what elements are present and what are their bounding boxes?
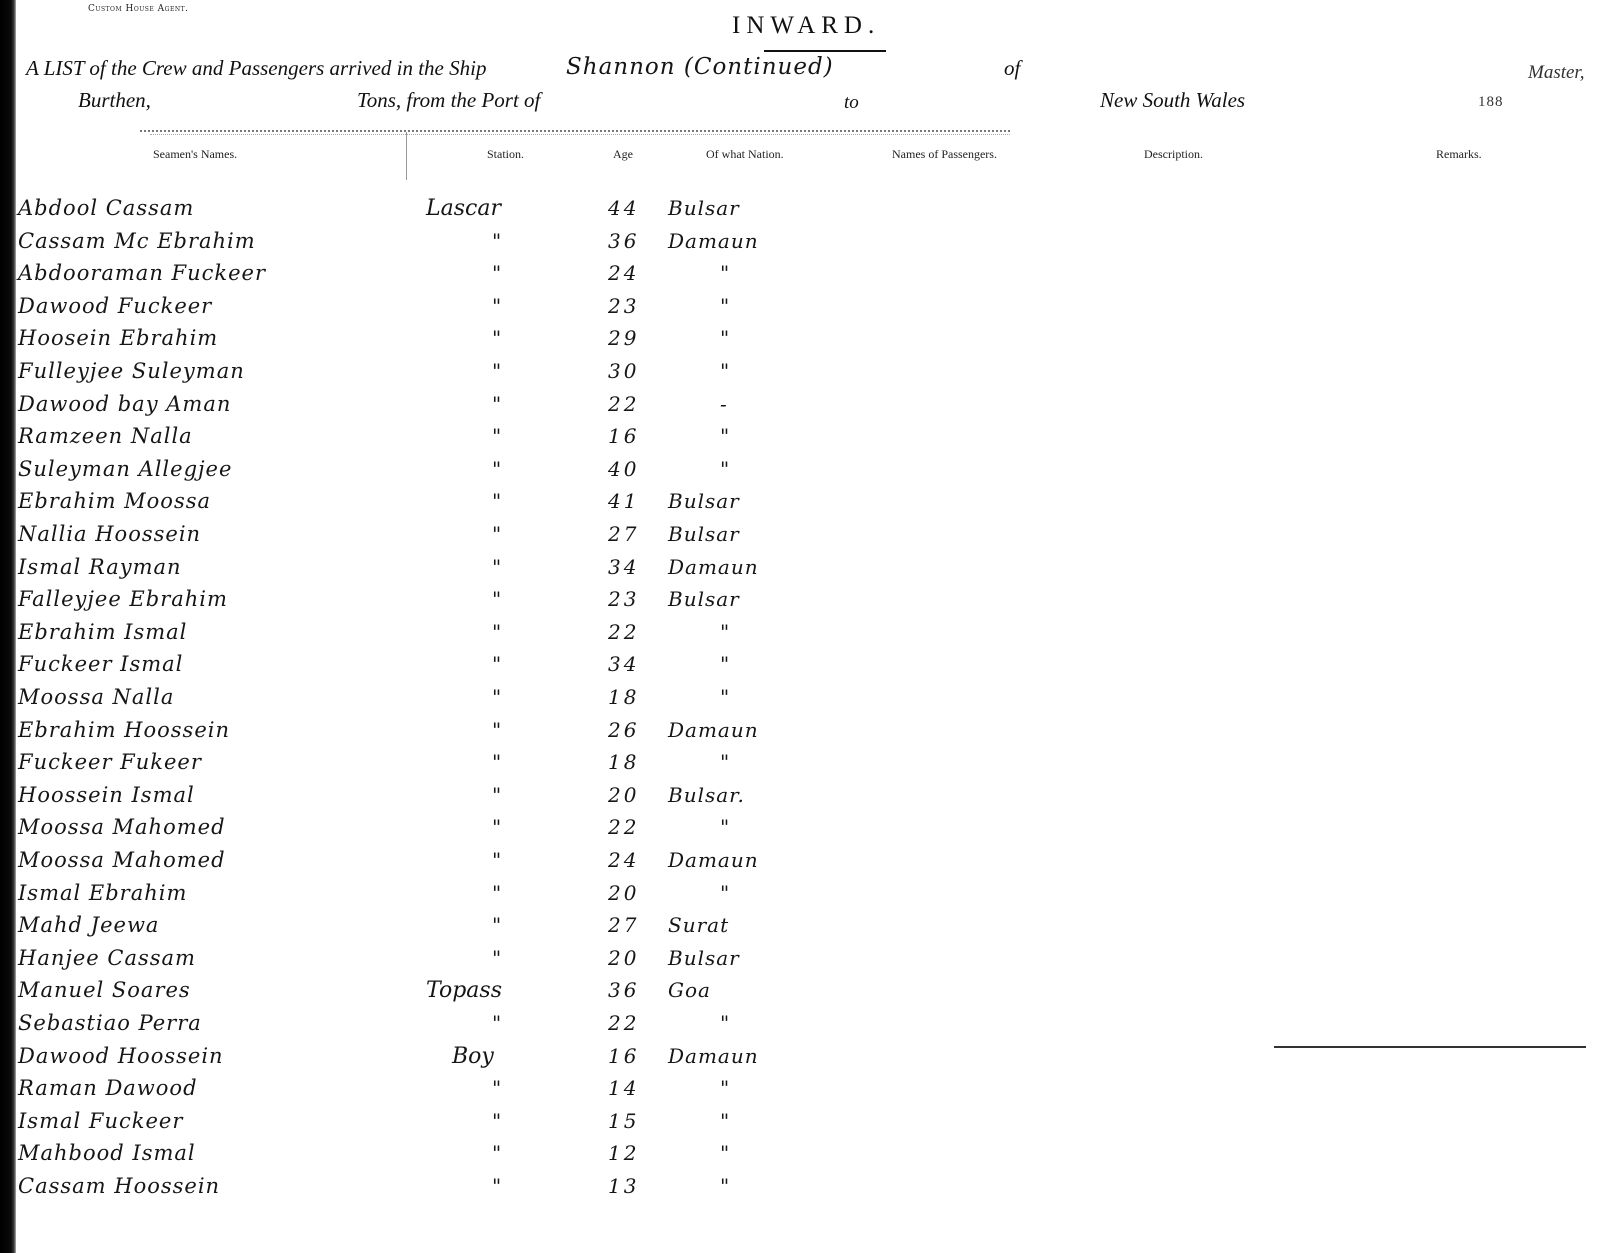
- master-label: Master,: [1528, 62, 1585, 83]
- seaman-age: 13: [608, 1174, 640, 1198]
- table-row: [0, 457, 1604, 489]
- seaman-station: ": [492, 489, 502, 514]
- seaman-nation: -: [720, 391, 728, 416]
- ship-name: Shannon (Continued): [566, 54, 834, 80]
- table-row: [0, 1076, 1604, 1108]
- table-row: [0, 620, 1604, 652]
- seaman-station: ": [492, 587, 502, 612]
- seaman-age: 12: [608, 1141, 640, 1166]
- seaman-name: Moossa Mahomed: [18, 848, 226, 872]
- seaman-station: ": [492, 685, 502, 709]
- table-row: [0, 652, 1604, 684]
- seaman-age: 22: [608, 815, 640, 840]
- seaman-station: ": [492, 717, 502, 742]
- seaman-age: 44: [608, 196, 640, 220]
- seaman-name: Nallia Hoossein: [18, 522, 202, 546]
- seaman-age: 20: [608, 880, 640, 905]
- seaman-station: ": [492, 750, 502, 775]
- seaman-age: 20: [608, 945, 640, 970]
- col-remarks: Remarks.: [1436, 147, 1482, 161]
- seaman-nation: Bulsar: [668, 522, 740, 546]
- seaman-nation: Damaun: [668, 717, 759, 742]
- seaman-age: 16: [608, 424, 640, 449]
- seaman-nation: ": [720, 1141, 731, 1166]
- seaman-age: 23: [608, 293, 640, 318]
- seaman-nation: ": [720, 1011, 731, 1035]
- tons-from-port-label: Tons, from the Port of: [357, 88, 541, 112]
- seaman-name: Ismal Fuckeer: [18, 1108, 184, 1133]
- seaman-age: 36: [608, 228, 640, 253]
- table-row: [0, 946, 1604, 978]
- seaman-station: ": [492, 326, 502, 351]
- seaman-age: 15: [608, 1108, 640, 1133]
- seaman-nation: ": [720, 652, 731, 677]
- table-row: [0, 815, 1604, 847]
- seaman-station: ": [492, 554, 502, 579]
- destination: New South Wales: [1100, 88, 1246, 112]
- col-seamens-names: Seamen's Names.: [153, 147, 238, 161]
- seaman-name: Hoosein Ebrahim: [18, 326, 219, 351]
- table-row: [0, 261, 1604, 293]
- seaman-age: 22: [608, 1011, 640, 1035]
- table-row: [0, 392, 1604, 424]
- burthen-label: Burthen,: [78, 88, 151, 112]
- seaman-nation: ": [720, 326, 731, 351]
- seaman-station: Boy: [452, 1043, 494, 1069]
- seaman-name: Ebrahim Moossa: [18, 489, 212, 514]
- seaman-name: Ismal Ebrahim: [18, 880, 188, 905]
- seaman-age: 36: [608, 978, 640, 1003]
- table-row: [0, 229, 1604, 261]
- seaman-station: ": [492, 293, 502, 318]
- seaman-station: ": [492, 848, 502, 872]
- table-row: [0, 1044, 1604, 1076]
- header-rule: [140, 130, 1010, 132]
- seaman-station: ": [492, 945, 502, 970]
- page-title: INWARD.: [732, 12, 881, 39]
- seaman-name: Abdooraman Fuckeer: [18, 261, 267, 286]
- table-row: [0, 978, 1604, 1010]
- seaman-nation: Damaun: [668, 554, 759, 579]
- table-row: [0, 1141, 1604, 1173]
- table-row: [0, 881, 1604, 913]
- seaman-station: ": [492, 391, 502, 416]
- custom-house-agent-label: Custom House Agent.: [88, 4, 189, 14]
- seaman-station: ": [492, 456, 502, 481]
- table-row: [0, 1011, 1604, 1043]
- seaman-name: Fuckeer Ismal: [18, 652, 184, 677]
- seaman-nation: ": [720, 619, 731, 644]
- seaman-nation: Damaun: [668, 848, 759, 872]
- of-label: of: [1004, 56, 1021, 80]
- seaman-nation: ": [720, 359, 731, 383]
- seaman-station: ": [492, 1174, 502, 1198]
- seaman-name: Hoossein Ismal: [18, 782, 195, 807]
- seaman-age: 41: [608, 489, 640, 514]
- seaman-age: 16: [608, 1043, 640, 1068]
- seaman-name: Moossa Mahomed: [18, 815, 226, 840]
- seaman-name: Ismal Rayman: [18, 554, 182, 579]
- seaman-station: ": [492, 228, 502, 253]
- seaman-station: ": [492, 1076, 502, 1101]
- seaman-name: Mahbood Ismal: [18, 1141, 196, 1166]
- to-label: to: [844, 92, 859, 113]
- table-row: [0, 1174, 1604, 1206]
- seaman-nation: ": [720, 880, 731, 905]
- seaman-age: 40: [608, 456, 640, 481]
- seaman-name: Suleyman Allegjee: [18, 456, 233, 481]
- seaman-age: 34: [608, 652, 640, 677]
- seaman-name: Hanjee Cassam: [18, 945, 196, 970]
- table-row: [0, 294, 1604, 326]
- seaman-name: Cassam Hoossein: [18, 1174, 221, 1198]
- table-row: [0, 848, 1604, 880]
- seaman-station: ": [492, 652, 502, 677]
- seaman-name: Raman Dawood: [18, 1076, 198, 1101]
- seaman-name: Manuel Soares: [18, 978, 191, 1003]
- seaman-station: Lascar: [426, 196, 501, 221]
- seaman-nation: Bulsar: [668, 587, 740, 612]
- table-row: [0, 783, 1604, 815]
- seaman-age: 24: [608, 261, 640, 286]
- table-row: [0, 555, 1604, 587]
- seaman-name: Ebrahim Hoossein: [18, 717, 230, 742]
- seaman-nation: ": [720, 424, 731, 449]
- table-row: [0, 750, 1604, 782]
- seaman-age: 22: [608, 619, 640, 644]
- seaman-age: 27: [608, 522, 640, 546]
- seaman-age: 22: [608, 391, 640, 416]
- seaman-nation: ": [720, 815, 731, 840]
- table-row: [0, 522, 1604, 554]
- seaman-nation: ": [720, 293, 731, 318]
- table-row: [0, 326, 1604, 358]
- seaman-nation: Goa: [668, 978, 711, 1003]
- remarks-rule: [1274, 1046, 1586, 1048]
- column-divider: [406, 132, 407, 180]
- list-heading-lead: A LIST of the Crew and Passengers arrived in the Ship: [26, 56, 487, 80]
- seaman-nation: ": [720, 456, 731, 481]
- col-age: Age: [613, 147, 633, 161]
- seaman-name: Mahd Jeewa: [18, 913, 160, 938]
- seaman-nation: ": [720, 1076, 731, 1101]
- seaman-nation: Damaun: [668, 228, 759, 253]
- table-row: [0, 913, 1604, 945]
- seaman-age: 24: [608, 848, 640, 872]
- seaman-name: Abdool Cassam: [18, 196, 195, 220]
- seaman-name: Moossa Nalla: [18, 685, 175, 709]
- seaman-station: ": [492, 261, 502, 286]
- seaman-name: Fulleyjee Suleyman: [18, 359, 245, 383]
- seaman-nation: Bulsar: [668, 945, 740, 970]
- seaman-station: ": [492, 619, 502, 644]
- seaman-age: 14: [608, 1076, 640, 1101]
- seaman-age: 29: [608, 326, 640, 351]
- table-row: [0, 685, 1604, 717]
- seaman-station: ": [492, 782, 502, 807]
- title-underline: [764, 50, 886, 52]
- seaman-age: 26: [608, 717, 640, 742]
- seaman-age: 30: [608, 359, 640, 383]
- table-row: [0, 587, 1604, 619]
- seaman-nation: Bulsar: [668, 196, 740, 220]
- seaman-nation: Surat: [668, 913, 730, 938]
- seaman-station: ": [492, 359, 502, 383]
- seaman-name: Cassam Mc Ebrahim: [18, 228, 256, 253]
- seaman-name: Ramzeen Nalla: [18, 424, 193, 449]
- seaman-age: 18: [608, 750, 640, 775]
- header-rule-secondary: [150, 134, 1010, 135]
- seaman-name: Dawood Hoossein: [18, 1043, 224, 1068]
- col-description: Description.: [1144, 147, 1203, 161]
- seaman-nation: ": [720, 1174, 731, 1198]
- seaman-age: 27: [608, 913, 640, 938]
- year-label: 188: [1478, 94, 1504, 110]
- seaman-name: Sebastiao Perra: [18, 1011, 202, 1035]
- seaman-station: ": [492, 424, 502, 449]
- table-row: [0, 1109, 1604, 1141]
- seaman-name: Fuckeer Fukeer: [18, 750, 202, 775]
- seaman-nation: ": [720, 1108, 731, 1133]
- seaman-nation: ": [720, 685, 731, 709]
- seaman-age: 20: [608, 782, 640, 807]
- seaman-station: ": [492, 815, 502, 840]
- col-passengers: Names of Passengers.: [892, 147, 997, 161]
- seaman-name: Dawood bay Aman: [18, 391, 232, 416]
- seaman-age: 34: [608, 554, 640, 579]
- col-nation: Of what Nation.: [706, 147, 784, 161]
- seaman-name: Ebrahim Ismal: [18, 619, 188, 644]
- seaman-station: ": [492, 913, 502, 938]
- seaman-nation: Damaun: [668, 1043, 759, 1068]
- seaman-station: ": [492, 522, 502, 546]
- table-row: [0, 424, 1604, 456]
- seaman-name: Falleyjee Ebrahim: [18, 587, 228, 612]
- table-row: [0, 359, 1604, 391]
- seaman-nation: ": [720, 750, 731, 775]
- seaman-nation: Bulsar: [668, 489, 740, 514]
- seaman-nation: ": [720, 261, 731, 286]
- table-row: [0, 718, 1604, 750]
- table-row: [0, 489, 1604, 521]
- seaman-station: Topass: [426, 978, 502, 1004]
- seaman-station: ": [492, 1108, 502, 1133]
- table-row: [0, 196, 1604, 228]
- seaman-nation: Bulsar.: [668, 782, 745, 807]
- seaman-age: 23: [608, 587, 640, 612]
- seaman-station: ": [492, 1141, 502, 1166]
- seaman-station: ": [492, 1011, 502, 1035]
- seaman-age: 18: [608, 685, 640, 709]
- col-station: Station.: [487, 147, 525, 161]
- seaman-station: ": [492, 880, 502, 905]
- seaman-name: Dawood Fuckeer: [18, 293, 213, 318]
